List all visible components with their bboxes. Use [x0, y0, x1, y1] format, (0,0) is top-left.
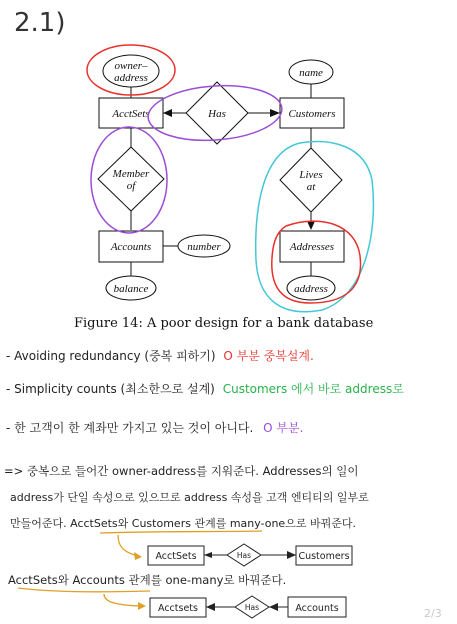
- label-balance: balance: [113, 283, 149, 295]
- mini2-left-label: Acctsets: [158, 603, 198, 614]
- figure-caption: Figure 14: A poor design for a bank database: [74, 316, 374, 331]
- page-indicator: 2/3: [424, 607, 442, 620]
- mini1-left-label: AcctSets: [155, 551, 197, 562]
- label-member-2: of: [126, 180, 136, 192]
- note-3-text: - 한 고객이 한 계좌만 가지고 있는 것이 아니다.: [6, 421, 254, 435]
- mini1-right-label: Customers: [298, 551, 350, 562]
- label-number: number: [187, 241, 221, 253]
- para-line-2: address가 단일 속성으로 있으므로 address 속성을 고객 엔티티의 일부로: [10, 491, 369, 504]
- mini2-right-label: Accounts: [295, 603, 339, 614]
- label-customers: Customers: [288, 108, 336, 120]
- para-line-1: => 중복으로 들어간 owner-address를 지워준다. Addresses의 일이: [4, 464, 359, 478]
- label-owner-1: owner–: [114, 60, 148, 72]
- note-2-text: - Simplicity counts (최소한으로 설계): [6, 382, 215, 396]
- note-3-purple: O 부분.: [263, 421, 304, 435]
- para-line-3: 만들어준다. AcctSets와 Customers 관계를 many-one으로 바꿔준다.: [10, 517, 356, 530]
- section-number: 2.1): [14, 8, 66, 38]
- label-has: Has: [208, 108, 226, 120]
- note-1-red: O 부분 중복설계.: [223, 349, 314, 363]
- label-member-1: Member: [112, 168, 150, 180]
- para-line-4: AcctSets와 Accounts 관계를 one-many로 바꿔준다.: [8, 573, 287, 587]
- mini1-mid-label: Has: [236, 551, 252, 560]
- label-lives-2: at: [306, 181, 316, 193]
- mini-diagram-2: [0, 594, 457, 624]
- label-accounts: Accounts: [110, 241, 152, 253]
- label-addresses: Addresses: [289, 241, 335, 253]
- label-name: name: [299, 67, 323, 79]
- note-2-green: Customers 에서 바로 address로: [222, 382, 404, 396]
- label-acctsets: AcctSets: [112, 108, 150, 120]
- label-address: address: [294, 283, 328, 295]
- mini2-mid-label: Has: [244, 603, 260, 612]
- label-owner-2: address: [114, 72, 148, 84]
- mini-diagram-1: [0, 542, 457, 572]
- note-1-text: - Avoiding redundancy (중복 피하기): [6, 349, 216, 363]
- label-lives-1: Lives: [299, 169, 323, 181]
